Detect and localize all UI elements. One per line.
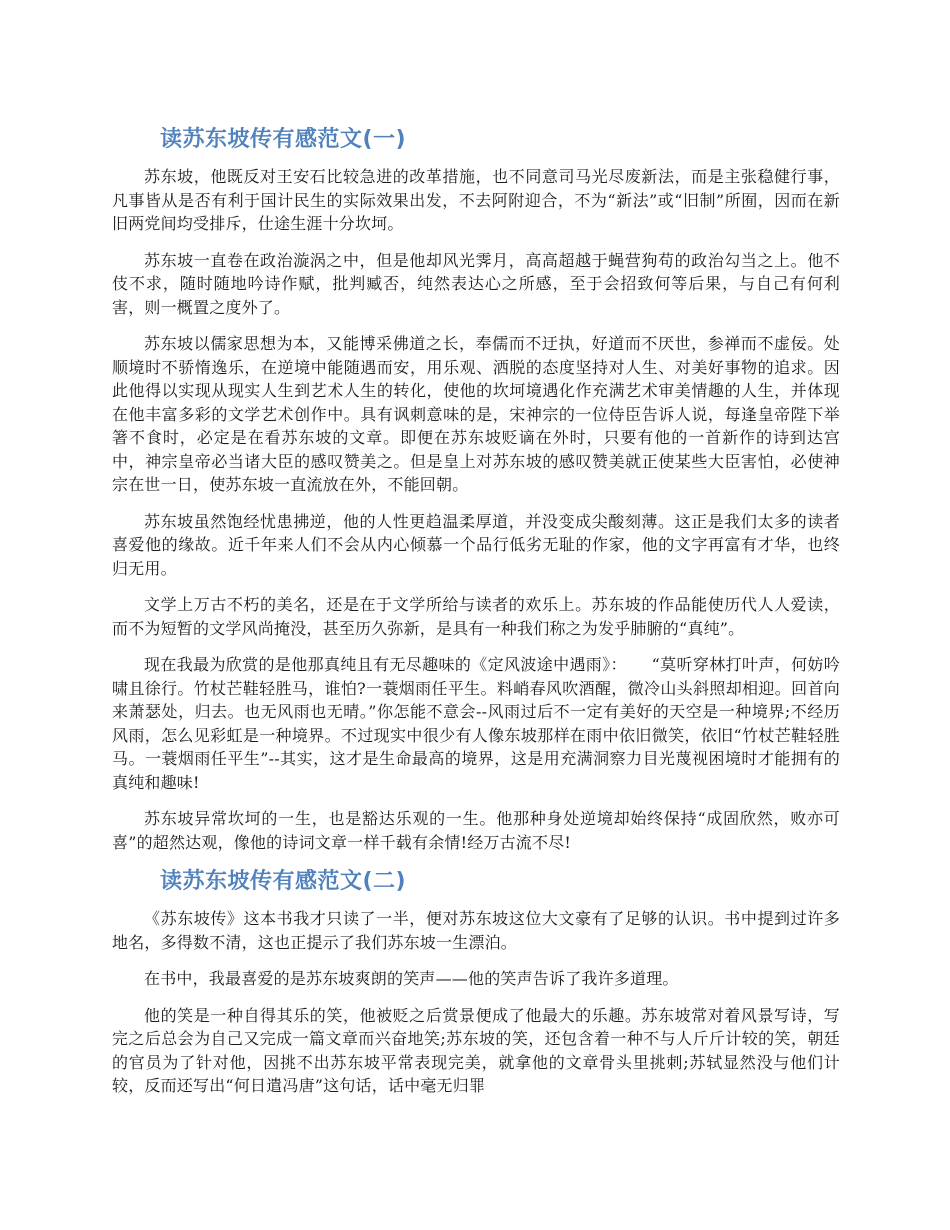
section-title: 读苏东坡传有感范文(二) <box>160 869 407 894</box>
paragraph: 他的笑是一种自得其乐的笑，他被贬之后赏景便成了他最大的乐趣。苏东坡常对着风景写诗，写完之后总会为自己又完成一篇文章而兴奋地笑;苏东坡的笑，还包含着一种不与人斤斤计较的笑，朝廷的官员为了针对他，因挑不出苏东坡平常表现完美，就拿他的文章骨头里挑刺;苏轼显然没与他们计较，反而还写出“何日遣冯唐”这句话，话中毫无归罪 <box>112 1005 840 1095</box>
essay-section-two <box>112 867 840 1098</box>
paragraph: 《苏东坡传》这本书我才只读了一半，便对苏东坡这位大文豪有了足够的认识。书中提到过许多地名，多得数不清，这也正提示了我们苏东坡一生漂泊。 <box>112 909 840 952</box>
paragraph: 苏东坡虽然饱经忧患拂逆，他的人性更趋温柔厚道，并没变成尖酸刻薄。这正是我们太多的读者喜爱他的缘故。近千年来人们不会从内心倾慕一个品行低劣无耻的作家，他的文字再富有才华，也终归无用。 <box>112 511 840 578</box>
paragraph: 苏东坡以儒家思想为本，又能博采佛道之长，奉儒而不迂执，好道而不厌世，参禅而不虚佞。处顺境时不骄惰逸乐，在逆境中能随遇而安，用乐观、洒脱的态度坚持对人生、对美好事物的追求。因此他得以实现从现实人生到艺术人生的转化，使他的坎坷境遇化作充满艺术审美情趣的人生，并体现在他丰富多彩的文学艺术创作中。具有讽刺意味的是，宋神宗的一位侍臣告诉人说，每逢皇帝陛下举箸不食时，必定是在看苏东坡的文章。即便在苏东坡贬谪在外时，只要有他的一首新作的诗到达宫中，神宗皇帝必当诸大臣的感叹赞美之。但是皇上对苏东坡的感叹赞美就正使某些大臣害怕，必使神宗在世一日，使苏东坡一直流放在外，不能回朝。 <box>112 334 840 494</box>
paragraph: 苏东坡一直卷在政治漩涡之中，但是他却风光霁月，高高超越于蝇营狗苟的政治勾当之上。他不伎不求，随时随地吟诗作赋，批判臧否，纯然表达心之所感，至于会招致何等后果，与自己有何利害，则一概置之度外了。 <box>112 250 840 317</box>
document-page <box>112 125 840 1111</box>
paragraph: 苏东坡异常坎坷的一生，也是豁达乐观的一生。他那种身处逆境却始终保持“成固欣然，败亦可喜”的超然达观，像他的诗词文章一样千载有余情!经万古流不尽! <box>112 809 840 852</box>
paragraph: 现在我最为欣赏的是他那真纯且有无尽趣味的《定风波途中遇雨》： “莫听穿林打叶声，何妨吟啸且徐行。竹杖芒鞋轻胜马，谁怕?一蓑烟雨任平生。料峭春风吹酒醒，微冷山头斜照却相迎。回首向来萧瑟处，归去。也无风雨也无晴。”你怎能不意会--风雨过后不一定有美好的天空是一种境界;不经历风雨，怎么见彩虹是一种境界。不过现实中很少有人像东坡那样在雨中依旧微笑，依旧“竹杖芒鞋轻胜马。一蓑烟雨任平生”--其实，这才是生命最高的境界，这是用充满洞察力目光蔑视困境时才能拥有的真纯和趣味! <box>112 655 840 792</box>
essay-section-one <box>112 125 840 854</box>
paragraph: 苏东坡，他既反对王安石比较急进的改革措施，也不同意司马光尽废新法，而是主张稳健行事，凡事皆从是否有利于国计民生的实际效果出发，不去阿附迎合，不为“新法”或“旧制”所囿，因而在新旧两党间均受排斥，仕途生涯十分坎坷。 <box>112 167 840 233</box>
paragraph: 在书中，我最喜爱的是苏东坡爽朗的笑声——他的笑声告诉了我许多道理。 <box>144 969 679 988</box>
paragraph: 文学上万古不朽的美名，还是在于文学所给与读者的欢乐上。苏东坡的作品能使历代人人爱读，而不为短暂的文学风尚掩没，甚至历久弥新，是具有一种我们称之为发乎肺腑的“真纯”。 <box>112 595 840 638</box>
section-title: 读苏东坡传有感范文(一) <box>160 127 407 152</box>
